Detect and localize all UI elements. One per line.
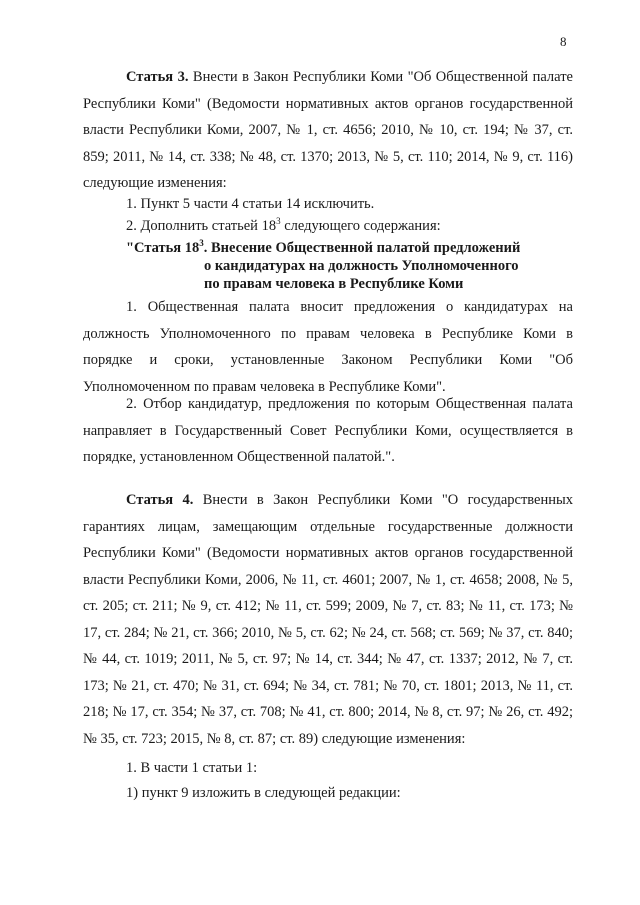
new-article-part-1: 1. Общественная палата вносит предложения о кандидатурах на должность Уполномоченного по правам человека в Республике Коми в порядке и сроки, установленные Законом Республики Коми "Об Уполномоченном по правам человека в Республике Коми". <box>83 299 573 395</box>
article-3-text: Внести в Закон Республики Коми "Об Общественной палате Республики Коми" (Ведомости нормативных актов органов государственной власти Республики Коми, 2007, № 1, ст. 4656; 2010, № 10, ст. 194; № 37, ст. 859; 2011, № 14, ст. 338; № 48, ст. 1370; 2013, № 5, ст. 110; 2014, № 9, ст. 116) следующие изменения: <box>83 69 573 191</box>
article-3-label: Статья 3. <box>126 69 189 85</box>
new-article-heading-title: . Внесение Общественной палатой предложений <box>203 240 521 256</box>
article-4-paragraph <box>83 487 573 752</box>
article-4-subitem-1: 1) пункт 9 изложить в следующей редакции: <box>126 785 401 801</box>
new-article-heading-sup: 3 <box>199 238 204 249</box>
article-4-item-1: 1. В части 1 статьи 1: <box>126 760 258 776</box>
new-article-heading-prefix: "Статья 18 <box>126 240 200 256</box>
article-3-paragraph <box>83 64 573 197</box>
article-3-item-1: 1. Пункт 5 части 4 статьи 14 исключить. <box>126 196 375 212</box>
article-3-item-2 <box>126 213 441 240</box>
new-article-heading-line-1 <box>126 239 576 257</box>
new-article-heading-line-2: о кандидатурах на должность Уполномоченного <box>204 258 519 274</box>
article-4-text: Внести в Закон Республики Коми "О государственных гарантиях лицам, замещающим отдельные государственные должности Республики Коми" (Ведомости нормативных актов органов государственной власти Республики Коми, 2006, № 11, ст. 4601; 2007, № 1, ст. 4658; 2008, № 5, ст. 205; ст. 211; № 9, ст. 412; № 11, ст. 599; 2009, № 7, ст. 83; № 11, ст. 173; № 17, ст. 284; № 21, ст. 366; 2010, № 5, ст. 62; № 24, ст. 568; ст. 569; № 37, ст. 840; № 44, ст. 1019; 2011, № 5, ст. 97; № 14, ст. 344; № 47, ст. 1337; 2012, № 7, ст. 173; № 21, ст. 470; № 31, ст. 694; № 34, ст. 781; № 70, ст. 1801; 2013, № 11, ст. 218; № 17, ст. 354; № 37, ст. 708; № 41, ст. 800; 2014, № 8, ст. 97; № 26, ст. 492; № 35, ст. 723; 2015, № 8, ст. 87; ст. 89) следующие изменения: <box>83 492 573 747</box>
new-article-heading-line-3: по правам человека в Республике Коми <box>204 276 464 292</box>
article-3-item-2-prefix: 2. Дополнить статьей 18 <box>126 218 277 234</box>
page-number: 8 <box>560 34 567 49</box>
new-article-part-2: 2. Отбор кандидатур, предложения по которым Общественная палата направляет в Государственный Совет Республики Коми, осуществляется в порядке, установленном Общественной палатой.". <box>83 396 573 465</box>
article-4-label: Статья 4. <box>126 492 194 508</box>
article-3-item-2-suffix: следующего содержания: <box>280 218 441 234</box>
article-3-item-2-sup: 3 <box>276 216 281 227</box>
new-article-heading <box>126 239 576 293</box>
